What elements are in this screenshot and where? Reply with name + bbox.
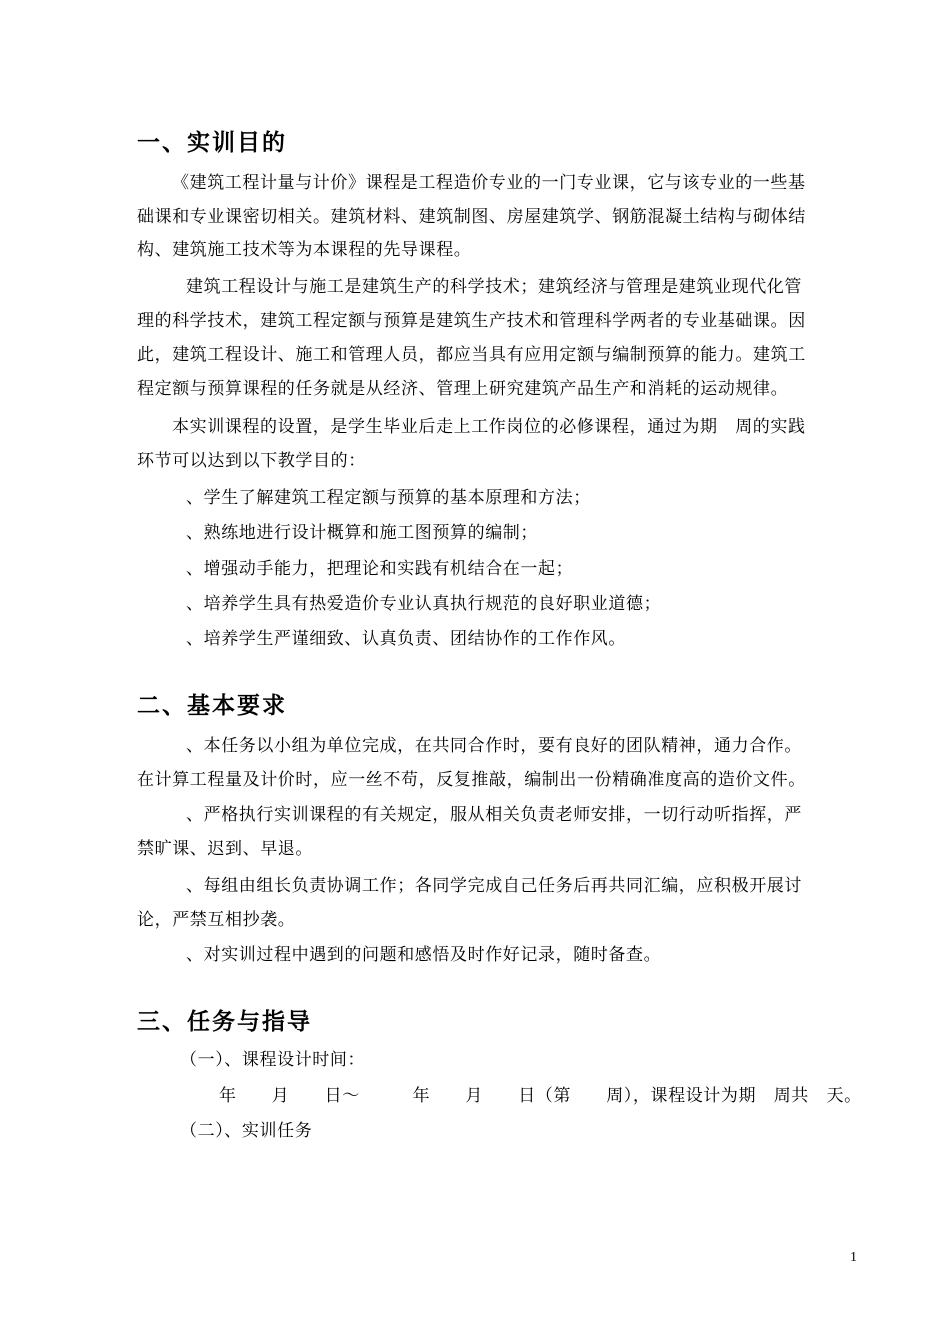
paragraph-line: 、本任务以小组为单位完成，在共同合作时，要有良好的团队精神，通力合作。: [186, 736, 802, 756]
paragraph-line: 年 月 日～ 年 月 日（第 周），课程设计为期 周共 天。: [219, 1086, 862, 1106]
paragraph-line: 建筑工程设计与施工是建筑生产的科学技术；建筑经济与管理是建筑业现代化管: [186, 277, 802, 297]
section-heading-3: 三、任务与指导: [137, 1009, 312, 1035]
paragraph-line: 本实训课程的设置，是学生毕业后走上工作岗位的必修课程，通过为期 周的实践: [172, 417, 806, 437]
paragraph-line: 在计算工程量及计价时，应一丝不苟，反复推敲，编制出一份精确准度高的造价文件。: [137, 770, 806, 790]
paragraph-line: 、每组由组长负责协调工作；各同学完成自己任务后再共同汇编，应积极开展讨: [186, 876, 802, 896]
section-heading-1: 一、实训目的: [137, 130, 287, 156]
list-item: 、学生了解建筑工程定额与预算的基本原理和方法；: [186, 488, 591, 508]
paragraph-line: 构、建筑施工技术等为本课程的先导课程。: [137, 240, 472, 260]
paragraph-line: 《建筑工程计量与计价》课程是工程造价专业的一门专业课，它与该专业的一些基: [172, 173, 806, 193]
list-item: 、增强动手能力，把理论和实践有机结合在一起；: [186, 559, 574, 579]
paragraph-line: 程定额与预算课程的任务就是从经济、管理上研究建筑产品生产和消耗的运动规律。: [137, 379, 789, 399]
paragraph-line: 理的科学技术，建筑工程定额与预算是建筑生产技术和管理科学两者的专业基础课。因: [137, 311, 806, 331]
paragraph-line: 、严格执行实训课程的有关规定，服从相关负责老师安排，一切行动听指挥，严: [186, 805, 802, 825]
paragraph-line: 论，严禁互相抄袭。: [137, 910, 296, 930]
list-item: 、培养学生严谨细致、认真负责、团结协作的工作作风。: [186, 629, 626, 649]
page-number: 1: [850, 1250, 857, 1265]
subsection-label: （二）、实训任务: [180, 1121, 313, 1141]
paragraph-line: 础课和专业课密切相关。建筑材料、建筑制图、房屋建筑学、钢筋混凝土结构与砌体结: [137, 207, 806, 227]
paragraph-line: 此，建筑工程设计、施工和管理人员，都应当具有应用定额与编制预算的能力。建筑工: [137, 345, 806, 365]
paragraph-line: 环节可以达到以下教学目的：: [137, 451, 366, 471]
paragraph-line: 、对实训过程中遇到的问题和感悟及时作好记录，随时备查。: [186, 945, 662, 965]
section-heading-2: 二、基本要求: [137, 693, 287, 719]
subsection-label: （一）、课程设计时间：: [180, 1050, 366, 1070]
list-item: 、熟练地进行设计概算和施工图预算的编制；: [186, 523, 538, 543]
paragraph-line: 禁旷课、迟到、早退。: [137, 839, 313, 859]
list-item: 、培养学生具有热爱造价专业认真执行规范的良好职业道德；: [186, 594, 662, 614]
